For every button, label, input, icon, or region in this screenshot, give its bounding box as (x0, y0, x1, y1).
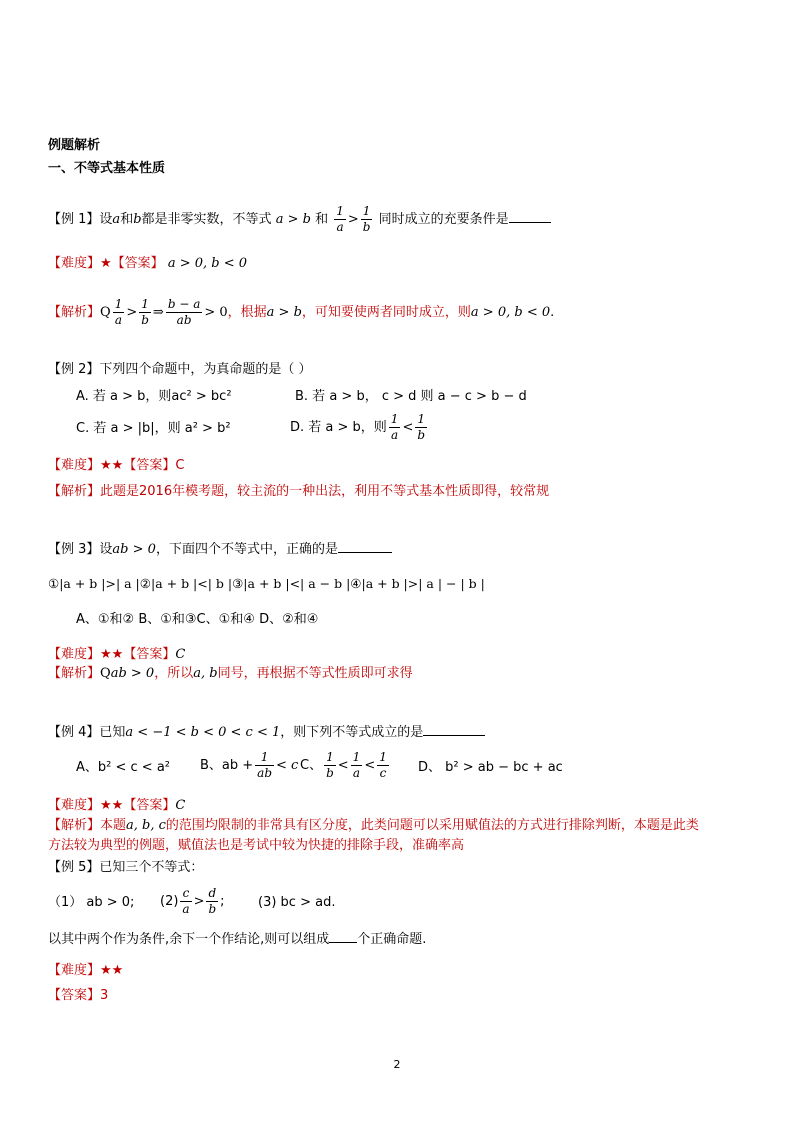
difficulty-stars: ★★ (100, 647, 124, 662)
option-d: D、 b² > ab − bc + ac (418, 760, 563, 775)
fraction: $\frac{1}{a}$ (390, 412, 399, 442)
fraction: $\frac{1}{a}$ (114, 297, 123, 327)
example-4-question: 【例 4】已知a < −1 < b < 0 < c < 1，则下列不等式成立的是 (48, 723, 485, 742)
fraction: $\frac{1}{b}$ (141, 297, 149, 327)
fraction: $\frac{1}{a}$ (352, 750, 361, 780)
section-subtitle: 一、不等式基本性质 (48, 161, 166, 176)
difficulty-stars: ★★ (100, 798, 124, 813)
difficulty-stars: ★★ (100, 963, 124, 978)
fraction: $\frac{1}{ab}$ (257, 750, 273, 780)
fraction: $\frac{d}{b}$ (208, 886, 217, 916)
example-1-question: 【例 1】设a和b都是非零实数，不等式 a > b 和 $\frac{1}{a}$ > $\frac{1}{b}$ 同时成立的充要条件是 (48, 204, 551, 235)
example-5-prompt: 以其中两个作为条件,余下一个作结论,则可以组成 个正确命题. (48, 932, 427, 947)
example-3-question: 【例 3】设ab > 0，下面四个不等式中，正确的是 (48, 540, 392, 559)
example-3-statements: ①|a + b |>| a |②|a + b |<| b |③|a + b |<| a − b |④|a + b |>| a | − | b | (48, 576, 485, 591)
example-2-solution: 【解析】此题是2016年模考题，较主流的一种出法，利用不等式基本性质即得，较常规 (48, 484, 550, 499)
option-b: B、ab + $\frac{1}{ab}$ < c (200, 750, 299, 780)
example-3-answer: 【难度】★★【答案】C (48, 647, 186, 662)
example-3-options: A、①和② B、①和③C、①和④ D、②和④ (76, 612, 319, 627)
answer-blank (509, 210, 551, 223)
example-1-answer: 【难度】★【答案】 a > 0, b < 0 (48, 256, 248, 271)
option-b: B. 若 a > b， c > d 则 a − c > b − d (295, 389, 527, 404)
fraction: $\frac{1}{b}$ (362, 204, 371, 234)
example-4-answer: 【难度】★★【答案】C (48, 798, 186, 813)
option-c: C. 若 a > |b|，则 a² > b² (76, 421, 231, 436)
option-c: C、 $\frac{1}{b}$ < $\frac{1}{a}$ < $\frac{1}{c}$ (300, 750, 387, 780)
option-d: D. 若 a > b，则 $\frac{1}{a}$ < $\frac{1}{b}$ (290, 412, 426, 442)
answer-blank (338, 540, 392, 553)
condition-1: （1） ab > 0; (48, 895, 135, 910)
example-4-solution-line-2: 方法较为典型的例题，赋值法也是考试中较为快捷的排除手段，准确率高 (48, 838, 465, 853)
answer-blank (329, 930, 357, 943)
example-4-solution-line-1: 【解析】本题a, b, c的范围均限制的非常具有区分度，此类问题可以采用赋值法的方式进行排除判断，本题是此类 (48, 818, 699, 833)
example-2-answer: 【难度】★★【答案】C (48, 458, 185, 473)
example-5-difficulty: 【难度】★★ (48, 963, 124, 978)
section-title: 例题解析 (48, 138, 101, 153)
example-3-solution: 【解析】Qab > 0，所以a, b同号，再根据不等式性质即可求得 (48, 666, 413, 681)
fraction: $\frac{b - a}{ab}$ (167, 297, 201, 327)
example-2-question: 【例 2】下列四个命题中，为真命题的是（ ） (48, 362, 312, 377)
difficulty-stars: ★★ (100, 458, 124, 473)
example-5-answer: 【答案】3 (48, 988, 109, 1003)
answer-blank (423, 723, 485, 736)
fraction: $\frac{1}{c}$ (379, 750, 387, 780)
option-a: A、b² < c < a² (76, 760, 170, 775)
condition-3: (3) bc > ad. (258, 895, 336, 910)
condition-2: (2) $\frac{c}{a}$ > $\frac{d}{b}$ ; (160, 886, 225, 916)
fraction: $\frac{1}{a}$ (336, 204, 344, 234)
fraction: $\frac{1}{b}$ (326, 750, 334, 780)
example-1-solution: 【解析】Q $\frac{1}{a}$ > $\frac{1}{b}$ ⇒ $\frac{b - a}{ab}$ > 0，根据a > b，可知要使两者同时成立，则a > 0, b < 0. (48, 297, 555, 327)
example-5-question: 【例 5】已知三个不等式： (48, 860, 204, 875)
example-tag: 【例 1】 (48, 212, 100, 227)
difficulty-stars: ★ (100, 256, 112, 271)
page-number: 2 (393, 1058, 401, 1071)
fraction: $\frac{1}{b}$ (417, 412, 426, 442)
fraction: $\frac{c}{a}$ (182, 886, 190, 916)
option-a: A. 若 a > b，则ac² > bc² (76, 389, 232, 404)
